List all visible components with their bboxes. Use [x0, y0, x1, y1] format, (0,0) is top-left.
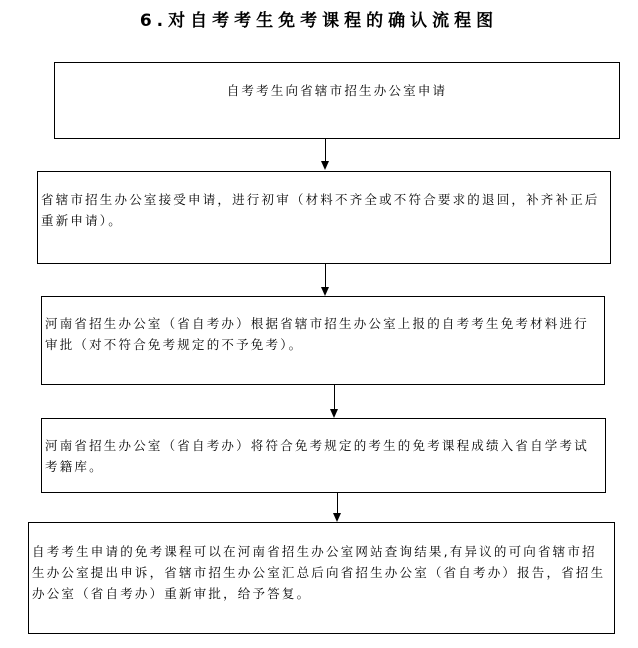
step-3-text: 河南省招生办公室（省自考办）根据省辖市招生办公室上报的自考考生免考材料进行审批（对不符合免考规定的不予免考）。	[45, 316, 589, 352]
step-2-text: 省辖市招生办公室接受申请，进行初审（材料不齐全或不符合要求的退回，补齐补正后重新申请）。	[41, 192, 600, 228]
arrow-3-shaft	[334, 385, 335, 410]
arrow-1-shaft	[325, 139, 326, 163]
step-4-box	[41, 418, 606, 493]
step-5-box	[28, 522, 615, 634]
step-1-box	[54, 62, 620, 139]
step-5-text: 自考考生申请的免考课程可以在河南省招生办公室网站查询结果,有异议的可向省辖市招生办公室提出申诉，省辖市招生办公室汇总后向省招生办公室（省自考办）报告，省招生办公室（省自考办）重新审批，给予答复。	[32, 544, 606, 601]
arrow-down-icon	[330, 409, 338, 418]
arrow-down-icon	[333, 513, 341, 522]
arrow-down-icon	[321, 287, 329, 296]
arrow-4-shaft	[337, 493, 338, 514]
step-1-text: 自考考生向省辖市招生办公室申请	[226, 83, 448, 98]
step-3-box	[41, 296, 605, 385]
step-2-box	[37, 171, 611, 264]
diagram-title: 6.对自考考生免考课程的确认流程图	[139, 11, 499, 31]
arrow-2-shaft	[325, 264, 326, 288]
step-4-text: 河南省招生办公室（省自考办）将符合免考规定的考生的免考课程成绩入省自学考试考籍库。	[45, 438, 589, 474]
arrow-down-icon	[321, 161, 329, 170]
